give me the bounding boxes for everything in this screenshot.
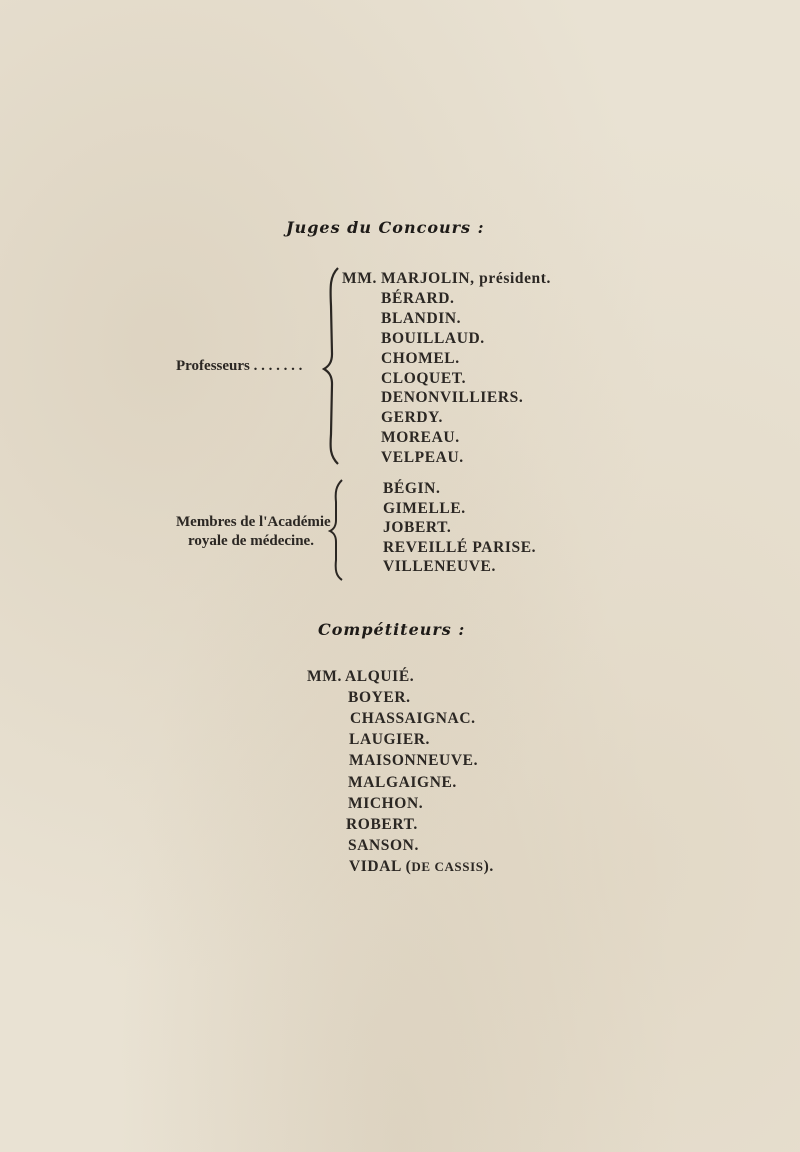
professor-name: MARJOLIN, président. xyxy=(381,270,552,287)
judges-heading: Juges du Concours : xyxy=(286,218,485,237)
professor-name: VELPEAU. xyxy=(381,449,464,467)
competitor-name: MALGAIGNE. xyxy=(348,773,457,791)
competitor-name: ALQUIÉ. xyxy=(345,668,415,685)
professor-name: GERDY. xyxy=(381,409,444,427)
professor-name: CHOMEL. xyxy=(381,349,460,367)
professor-name: CLOQUET. xyxy=(381,369,467,387)
professors-label: Professeurs . . . . . . . xyxy=(176,358,303,374)
competitor-last-small: DE CASSIS xyxy=(411,859,484,874)
academy-label-line2: royale de médecine. xyxy=(188,533,314,549)
competitor-name: BOYER. xyxy=(348,689,411,707)
academy-brace xyxy=(326,478,350,582)
professor-name: DENONVILLIERS. xyxy=(381,389,524,407)
competitor-name: SANSON. xyxy=(348,836,419,854)
professor-name: BOUILLAUD. xyxy=(381,329,485,347)
academy-member-name: REVEILLÉ PARISE. xyxy=(383,538,537,556)
professor-name: MOREAU. xyxy=(381,429,460,447)
professor-name: BÉRARD. xyxy=(381,289,455,307)
competitor-last-name: VIDAL ( xyxy=(349,858,412,875)
competitor-name: MICHON. xyxy=(348,794,424,812)
academy-member-name: JOBERT. xyxy=(383,519,452,537)
professors-brace xyxy=(320,266,344,466)
competitor-name: CHASSAIGNAC. xyxy=(350,710,476,728)
professors-prefix: MM. xyxy=(342,270,377,287)
competitor-name: MAISONNEUVE. xyxy=(349,752,479,770)
academy-label-line1: Membres de l'Académie xyxy=(176,514,331,530)
academy-member-name: GIMELLE. xyxy=(383,499,466,517)
competitor-last xyxy=(349,858,494,876)
academy-member-name: BÉGIN. xyxy=(383,480,441,497)
competitor-name: ROBERT. xyxy=(346,815,418,833)
competitors-prefix: MM. xyxy=(307,668,342,685)
competitor-last-close: ). xyxy=(483,858,494,875)
competitors-heading: Compétiteurs : xyxy=(318,620,466,639)
competitor-name: LAUGIER. xyxy=(349,731,431,749)
professor-name: BLANDIN. xyxy=(381,309,462,327)
academy-member-name: VILLENEUVE. xyxy=(383,558,496,576)
